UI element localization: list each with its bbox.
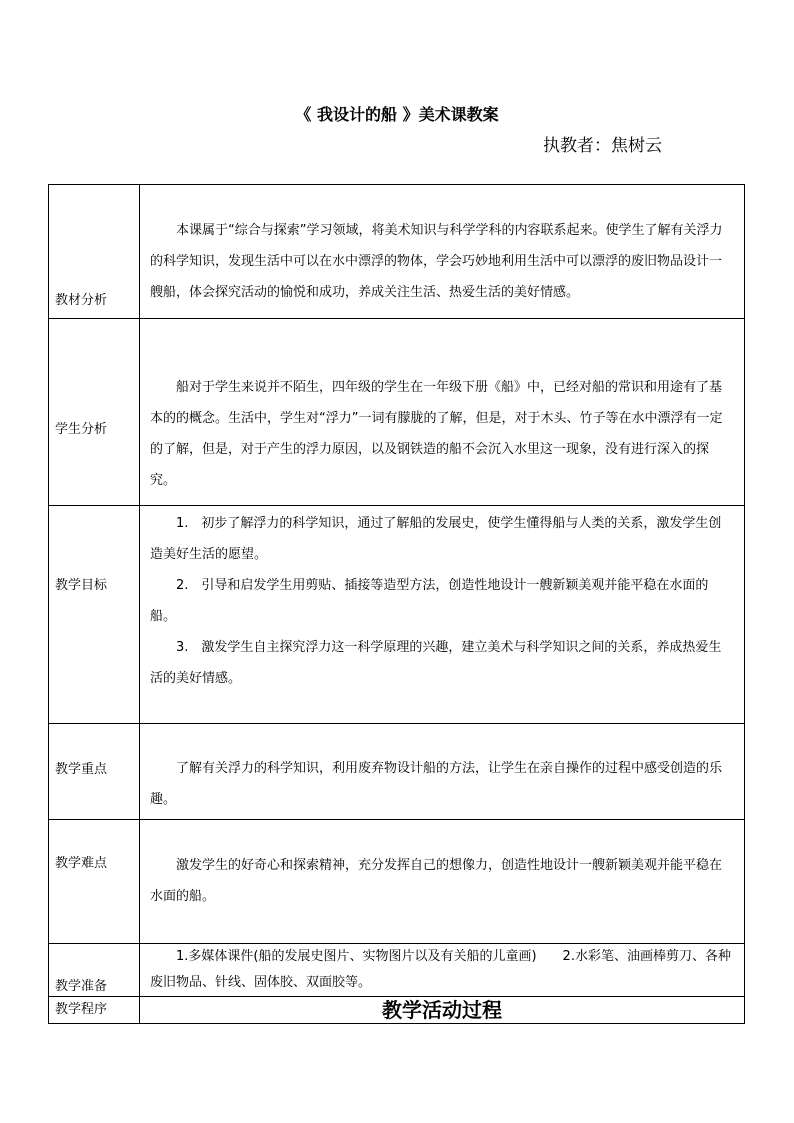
label-textbook-analysis: 教材分析: [49, 185, 140, 319]
label-preparation: 教学准备: [49, 944, 140, 997]
cell-key-points: [140, 724, 745, 820]
cell-difficulties: [140, 820, 745, 944]
label-difficulties: 教学难点: [49, 820, 140, 944]
row-key-points: [49, 724, 745, 820]
objective-item: 3. 激发学生自主探究浮力这一科学原理的兴趣，建立美术与科学知识之间的关系，养成热爱生活的美好情感。: [150, 640, 722, 686]
row-textbook-analysis: [49, 185, 745, 319]
cell-student-analysis: [140, 319, 745, 506]
cell-preparation: [140, 944, 745, 997]
objective-item: 1. 初步了解浮力的科学知识，通过了解船的发展史，使学生懂得船与人类的关系，激发学生创造美好生活的愿望。: [150, 516, 722, 562]
cell-textbook-analysis: [140, 185, 745, 319]
row-preparation: [49, 944, 745, 997]
preparation-text: 1.多媒体课件(船的发展史图片、实物图片以及有关船的儿童画) 2.水彩笔、油画棒剪刀、各种废旧物品、针线、固体胶、双面胶等。: [150, 949, 731, 990]
lesson-plan-table: [48, 184, 745, 1024]
difficulties-text: 激发学生的好奇心和探索精神，充分发挥自己的想像力，创造性地设计一艘新颖美观并能平稳在水面的船。: [150, 858, 723, 904]
label-program: 教学程序: [49, 997, 140, 1024]
row-difficulties: [49, 820, 745, 944]
cell-teaching-objectives: [140, 506, 745, 724]
objective-item: 2. 引导和启发学生用剪贴、插接等造型方法，创造性地设计一艘新颖美观并能平稳在水面的船。: [150, 578, 709, 624]
student-analysis-text: 船对于学生来说并不陌生，四年级的学生在一年级下册《船》中，已经对船的常识和用途有了基本的的概念。生活中，学生对“浮力”一词有朦胧的了解，但是，对于木头、竹子等在水中漂浮有一定的了解，但是，对于产生的浮力原因，以及钢铁造的船不会沉入水里这一现象，没有进行深入的探究。: [150, 380, 723, 488]
teacher-name: 执教者：焦树云: [543, 136, 662, 156]
lesson-plan-title: 《 我设计的船 》美术课教案: [295, 105, 499, 124]
key-points-text: 了解有关浮力的科学知识，利用废弃物设计船的方法，让学生在亲自操作的过程中感受创造的乐趣。: [150, 761, 723, 807]
row-teaching-objectives: [49, 506, 745, 724]
label-key-points: 教学重点: [49, 724, 140, 820]
row-program: [49, 997, 745, 1024]
label-student-analysis: 学生分析: [49, 319, 140, 506]
textbook-analysis-text: 本课属于“综合与探索”学习领域，将美术知识与科学学科的内容联系起来。使学生了解有关浮力的科学知识，发现生活中可以在水中漂浮的物体，学会巧妙地利用生活中可以漂浮的废旧物品设计一艘船，体会探究活动的愉悦和成功，养成关注生活、热爱生活的美好情感。: [150, 223, 723, 300]
program-heading: 教学活动过程: [140, 997, 745, 1024]
row-student-analysis: [49, 319, 745, 506]
label-teaching-objectives: 教学目标: [49, 506, 140, 724]
